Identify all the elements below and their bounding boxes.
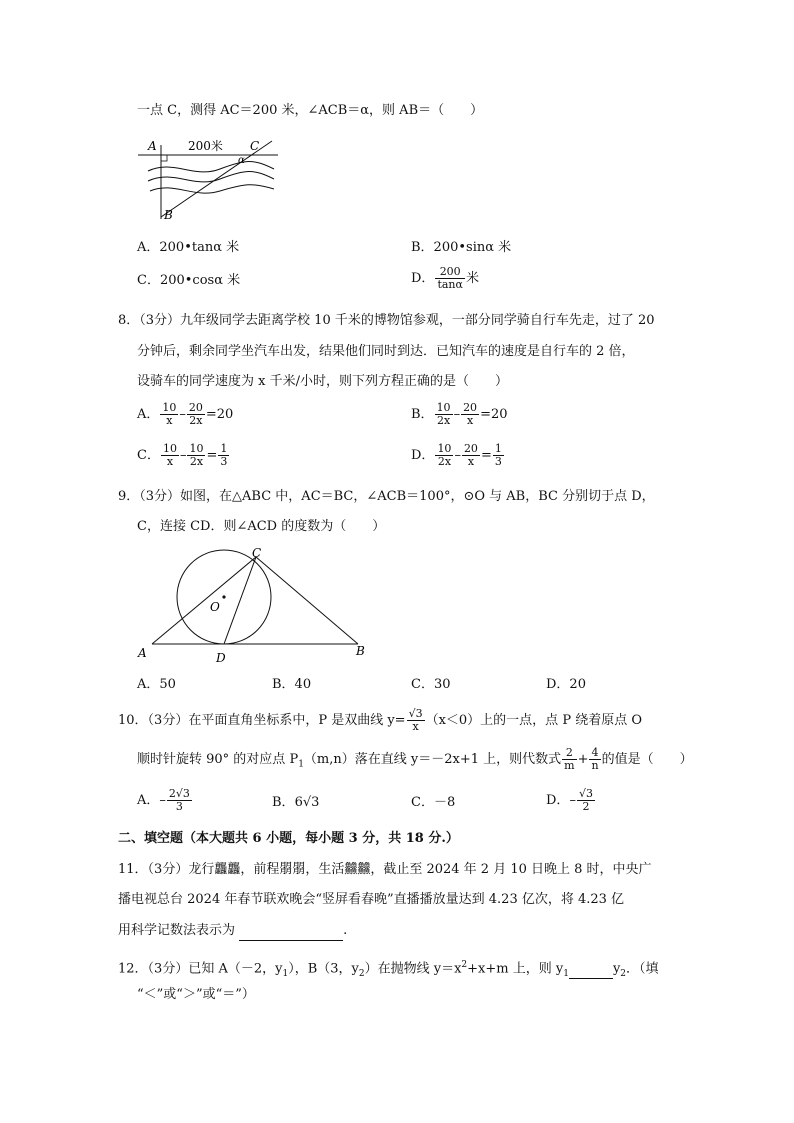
q9-option-a: A．50 [137, 677, 176, 692]
q7-alpha-label: α [238, 155, 245, 166]
q11-answer-blank[interactable] [239, 922, 343, 941]
q11-line-3: 用科学记数法表示为 . [118, 922, 347, 941]
q11-line-1: 11．（3分）龙行龘龘，前程朤朤，生活䲜䲜，截止至 2024 年 2 月 10 日晚上 8 时，中央广 [118, 862, 652, 877]
q7-option-d: D． $\frac{200}{\tan\alpha}$ 米 [411, 265, 479, 291]
q8-option-a: A． $\frac{10}{x}$ – $\frac{20}{2x}$ =20 [137, 401, 234, 427]
q8-line-2: 分钟后，剩余同学坐汽车出发，结果他们同时到达．已知汽车的速度是自行车的 2 倍， [137, 344, 635, 359]
q7-option-b: B．200•sinα 米 [411, 240, 512, 255]
q12-line-1: 12．（3分）已知 A（－2，$y_1$），B（3，$y_2$）在抛物线 $y=x^2+x+m$ 上，则 $y_1$ $y_2$．（填 [118, 960, 659, 979]
q10-option-c: C．－8 [411, 795, 456, 810]
q9-triangle-circle-figure [134, 541, 374, 668]
q9-line-1: 9．（3分）如图，在△ABC 中，AC＝BC，∠ACB＝100°，⊙O 与 AB，BC 分别切于点 D， [118, 489, 655, 504]
q9-label-D: D [216, 651, 226, 665]
q7-label-C: C [250, 139, 260, 153]
q7-distance-label: 200米 [188, 139, 223, 153]
q10-option-d: D．– $\frac{√3}{2}$ [546, 787, 593, 813]
q9-label-C: C [252, 546, 262, 560]
q8-option-c: C． $\frac{10}{x}$ – $\frac{10}{2x}$ = $\frac{1}{3}$ [137, 442, 228, 468]
q9-line-2: C，连接 CD．则∠ACD 的度数为（ ） [137, 519, 386, 534]
q9-label-B: B [356, 644, 365, 658]
q10-line-2: 顺时针旋转 90° 的对应点 $P_1(m,n)$落在直线 y＝－2x+1 上，则代数式 $\frac{2}{m}$ + $\frac{4}{n}$ 的值是（ ） [137, 746, 693, 772]
q8-line-1: 8．（3分）九年级同学去距离学校 10 千米的博物馆参观，一部分同学骑自行车先走，过了 20 [118, 313, 655, 328]
q7-label-B: B [164, 208, 173, 222]
q10-curve-fraction: $\frac{√3}{x}$ [408, 707, 423, 733]
q10-option-a: A．– $\frac{2√3}{3}$ [137, 787, 190, 813]
q12-line-2: “＜”或“＞”或“＝”） [137, 987, 255, 1002]
q7-option-a: A．200•tanα 米 [137, 240, 240, 255]
q9-option-b: B．40 [272, 677, 312, 692]
q9-label-A: A [138, 646, 147, 660]
q9-option-c: C．30 [411, 677, 451, 692]
q8-line-3: 设骑车的同学速度为 x 千米/小时，则下列方程正确的是（ ） [137, 374, 508, 389]
q11-line-2: 播电视总台 2024 年春节联欢晚会“竖屏看春晚”直播播放量达到 4.23 亿次，将 4.23 亿 [118, 892, 625, 907]
q7-river-figure [134, 133, 284, 225]
q8-option-d: D． $\frac{10}{2x}$ – $\frac{20}{x}$ = $\frac{1}{3}$ [411, 442, 502, 468]
q10-option-b: B．6√3 [272, 795, 320, 810]
q12-answer-blank[interactable] [569, 960, 613, 979]
q7-option-c: C．200•cosα 米 [137, 273, 241, 288]
q7-label-A: A [148, 139, 157, 153]
q9-option-d: D．20 [546, 677, 586, 692]
q7-option-d-fraction: $\frac{200}{\tan\alpha}$ [437, 265, 463, 291]
q10-line-1: 10．（3分）在平面直角坐标系中，P 是双曲线 y= $\frac{√3}{x}$ （x＜0）上的一点，点 P 绕着原点 O [118, 707, 642, 733]
q9-label-O: O [210, 600, 220, 614]
q8-option-b: B． $\frac{10}{2x}$ – $\frac{20}{x}$ =20 [411, 401, 508, 427]
section-2-heading: 二、填空题（本大题共 6 小题，每小题 3 分，共 18 分.） [118, 831, 459, 846]
q7-text: 一点 C，测得 AC＝200 米，∠ACB＝α，则 AB＝（ ） [137, 103, 484, 118]
